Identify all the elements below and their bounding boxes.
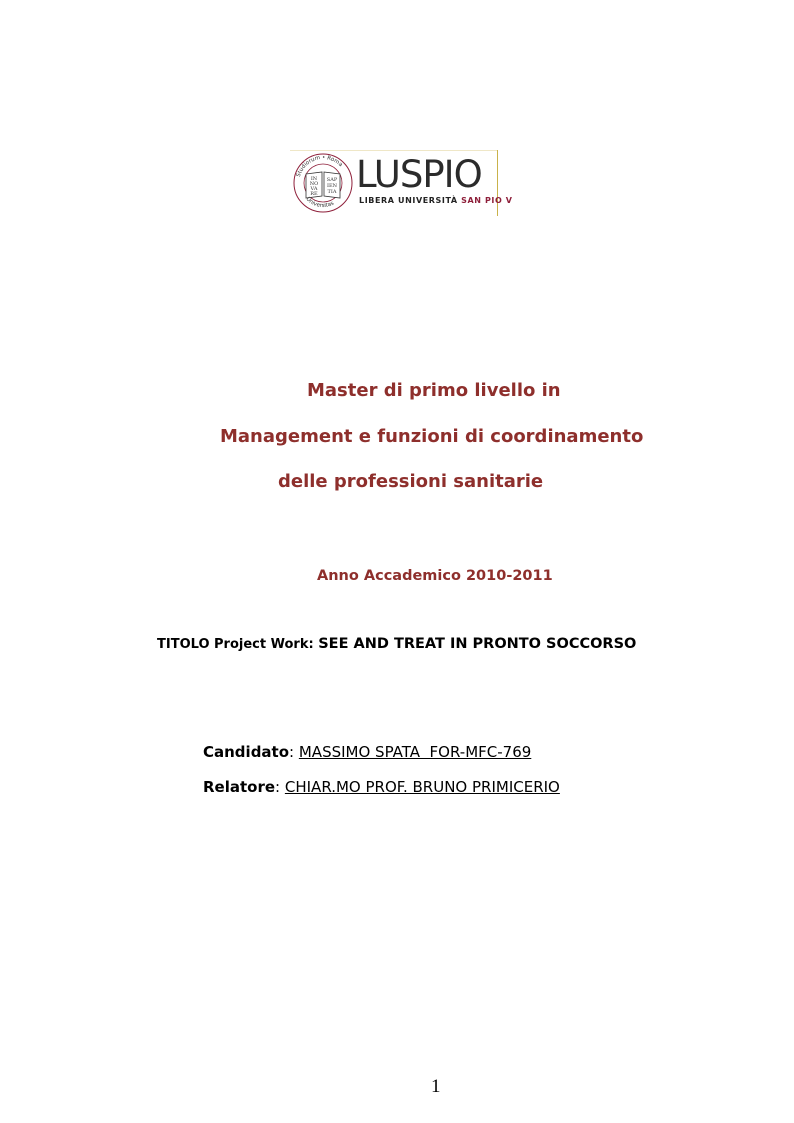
advisor-row [203,778,560,796]
candidate-row [203,743,531,761]
project-title-value: SEE AND TREAT IN PRONTO SOCCORSO [318,636,637,652]
candidate-colon: : [289,743,299,761]
university-logo [290,150,513,216]
logo-subtitle-black: LIBERA UNIVERSITÀ [359,196,458,205]
logo-top-rule [290,150,498,151]
title-line-1: Master di primo livello in [307,380,561,401]
project-title [157,636,636,652]
logo-subtitle [359,197,513,205]
svg-text:Studiorum • Roma: Studiorum • Roma [295,154,344,178]
logo-subtitle-red: SAN PIO V [461,196,513,205]
svg-text:NO: NO [309,181,319,187]
svg-text:VA: VA [310,186,318,192]
svg-text:RE: RE [310,191,318,197]
project-title-label: TITOLO Project Work: [157,637,314,652]
logo-wordmark: LUSPIO [356,153,482,196]
advisor-value: CHIAR.MO PROF. BRUNO PRIMICERIO [284,778,560,796]
svg-text:TIA: TIA [327,189,337,195]
title-line-2: Management e funzioni di coordinamento [220,426,644,447]
page-number: 1 [431,1076,441,1097]
academic-year: Anno Accademico 2010-2011 [317,568,553,584]
seal-emblem [292,152,354,214]
logo-side-rule [497,150,498,216]
title-line-3: delle professioni sanitarie [278,471,544,492]
candidate-label: Candidato [203,743,290,761]
advisor-label: Relatore [203,778,276,796]
svg-text:IEN: IEN [327,183,337,189]
svg-text:IN: IN [310,176,318,182]
candidate-value: MASSIMO SPATA FOR-MFC-769 [298,743,532,761]
advisor-colon: : [275,778,285,796]
svg-text:Universitas: Universitas [304,196,335,210]
svg-text:SAP: SAP [326,177,338,183]
